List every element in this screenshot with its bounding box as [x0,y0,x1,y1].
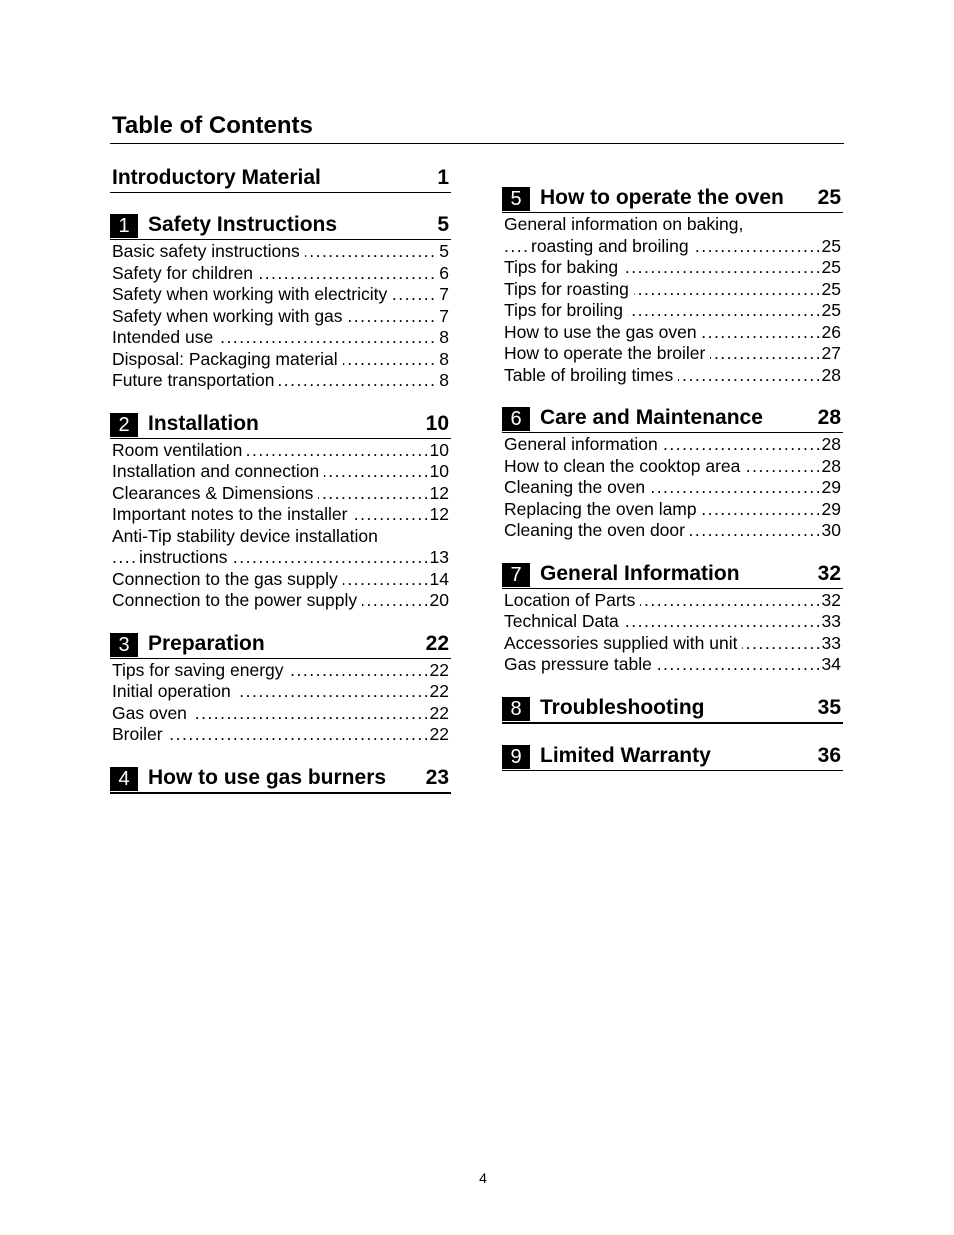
toc-entry-continued[interactable] [110,547,451,569]
entry-page: 12 [427,483,449,505]
section-number-badge: 8 [502,697,530,721]
toc-section-gas-burners [110,764,451,794]
section-title: Troubleshooting [540,695,705,719]
entry-label: How to clean the cooktop area [504,456,745,478]
section-number-badge: 2 [110,413,138,437]
toc-entry[interactable] [110,660,451,682]
entry-label: Location of Parts [504,590,640,612]
section-number-badge: 9 [502,745,530,769]
section-page: 5 [437,213,449,236]
entry-page: 8 [436,370,449,392]
section-page: 23 [425,765,449,789]
toc-entry[interactable] [502,434,843,456]
toc-section-introductory [110,164,451,193]
toc-section-oven [502,184,843,386]
section-heading[interactable] [502,404,843,433]
toc-entry[interactable] [110,461,451,483]
toc-right-column [502,184,843,789]
entry-page: 25 [819,279,841,301]
entry-label: Anti-Tip stability device installation [112,526,383,548]
toc-entry[interactable] [110,440,451,462]
entry-label: Safety when working with gas [112,306,348,328]
toc-entry[interactable] [110,349,451,371]
entry-page: 25 [819,257,841,279]
entry-label: roasting and broiling [531,236,694,258]
entry-page: 12 [427,504,449,526]
entry-label: Safety for children [112,263,258,285]
entry-label: Technical Data [504,611,624,633]
entry-label: Connection to the power supply [112,590,362,612]
section-page: 32 [817,561,841,585]
toc-entry[interactable] [502,611,843,633]
toc-entry[interactable] [110,370,451,392]
toc-entry[interactable] [110,504,451,526]
entry-label: Broiler [112,724,168,746]
entry-page: 33 [819,611,841,633]
entry-label: Connection to the gas supply [112,569,343,591]
section-heading[interactable] [110,164,451,193]
entry-label: Initial operation [112,681,236,703]
entry-label: Accessories supplied with unit [504,633,742,655]
entry-page: 22 [427,681,449,703]
entry-page: 25 [819,236,841,258]
entry-page: 8 [436,349,449,371]
entry-page: 30 [819,520,841,542]
toc-entry[interactable] [110,590,451,612]
entry-page: 6 [436,263,449,285]
toc-section-troubleshooting [502,694,843,724]
section-number-badge: 5 [502,187,530,211]
toc-entry[interactable] [110,306,451,328]
toc-entry[interactable] [502,633,843,655]
entry-page: 5 [436,241,449,263]
entry-label: Table of broiling times [504,365,678,387]
section-heading[interactable] [110,630,451,659]
toc-entry[interactable] [110,284,451,306]
section-heading[interactable] [502,184,843,213]
toc-entry[interactable] [110,703,451,725]
entry-label: Disposal: Packaging material [112,349,343,371]
entry-page: 25 [819,300,841,322]
toc-entry[interactable] [502,279,843,301]
entry-label: Tips for saving energy [112,660,289,682]
toc-section-preparation [110,630,451,746]
entry-label: Gas oven [112,703,192,725]
entry-page: 28 [819,365,841,387]
entry-page: 26 [819,322,841,344]
section-page: 10 [425,411,449,435]
section-page: 35 [817,695,841,719]
toc-entry[interactable] [110,724,451,746]
entry-page: 29 [819,477,841,499]
entry-page: 7 [436,284,449,306]
toc-section-warranty [502,742,843,771]
section-number-badge: 7 [502,563,530,587]
toc-entry[interactable] [502,499,843,521]
toc-entry[interactable] [502,322,843,344]
section-heading[interactable] [502,560,843,589]
section-page: 25 [817,186,841,209]
entry-label: Cleaning the oven [504,477,650,499]
toc-entry[interactable] [502,365,843,387]
section-title: Preparation [148,631,265,655]
toc-entry[interactable] [502,456,843,478]
section-heading[interactable] [502,694,843,724]
section-page: 1 [437,166,449,189]
entry-page: 29 [819,499,841,521]
entry-page: 27 [819,343,841,365]
toc-entry[interactable] [502,590,843,612]
toc-entry[interactable] [502,214,843,236]
entry-page: 20 [427,590,449,612]
entry-label: Room ventilation [112,440,247,462]
toc-section-installation [110,410,451,612]
entry-page: 34 [819,654,841,676]
entry-page: 10 [427,440,449,462]
entry-page: 22 [427,660,449,682]
entry-label: Replacing the oven lamp [504,499,702,521]
toc-entry[interactable] [502,477,843,499]
toc-entry[interactable] [502,520,843,542]
section-title: Limited Warranty [540,743,711,767]
toc-entry[interactable] [110,263,451,285]
section-heading[interactable] [502,742,843,771]
toc-entry[interactable] [110,327,451,349]
section-title: Installation [148,411,259,435]
section-number-badge: 1 [110,214,138,238]
entry-label: Future transportation [112,370,279,392]
toc-entry[interactable] [502,343,843,365]
entry-label: instructions [139,547,233,569]
toc-entry[interactable] [110,526,451,548]
toc-entry[interactable] [110,569,451,591]
entry-label: Tips for broiling [504,300,628,322]
section-title: General Information [540,561,740,585]
entry-page: 14 [427,569,449,591]
entry-label: Cleaning the oven door [504,520,690,542]
entry-label: General information [504,434,663,456]
title-divider [110,143,844,144]
section-heading[interactable] [110,764,451,794]
section-page: 28 [817,406,841,429]
entry-page: 22 [427,703,449,725]
entry-label: General information on baking, [504,214,748,236]
toc-entry-continued[interactable] [502,236,843,258]
section-number-badge: 3 [110,633,138,657]
entry-page: 28 [819,456,841,478]
entry-label: Safety when working with electricity [112,284,392,306]
entry-label: Installation and connection [112,461,324,483]
entry-label: Intended use [112,327,218,349]
page-title: Table of Contents [112,112,313,139]
section-title: Introductory Material [112,166,321,189]
section-page: 36 [817,743,841,767]
toc-entry[interactable] [110,483,451,505]
section-heading[interactable] [110,410,451,439]
page-number: 4 [479,1170,487,1186]
entry-label: Tips for roasting [504,279,634,301]
toc-section-general-info [502,560,843,676]
section-page: 22 [425,631,449,655]
toc-section-care [502,404,843,542]
entry-label: How to operate the broiler [504,343,710,365]
entry-page: 32 [819,590,841,612]
entry-label: How to use the gas oven [504,322,702,344]
toc-entry[interactable] [502,300,843,322]
toc-entry[interactable] [110,241,451,263]
section-heading[interactable] [110,211,451,240]
entry-label: Gas pressure table [504,654,657,676]
entry-label: Tips for baking [504,257,623,279]
entry-label: Clearances & Dimensions [112,483,318,505]
entry-page: 10 [427,461,449,483]
entry-label: Basic safety instructions [112,241,305,263]
toc-left-column [110,164,451,812]
toc-section-safety [110,211,451,392]
section-number-badge: 6 [502,407,530,431]
section-number-badge: 4 [110,767,138,791]
entry-page: 22 [427,724,449,746]
entry-label: Important notes to the installer [112,504,352,526]
entry-page: 13 [427,547,449,569]
toc-entry[interactable] [502,654,843,676]
section-title: Care and Maintenance [540,406,763,429]
toc-entry[interactable] [502,257,843,279]
entry-page: 33 [819,633,841,655]
entry-page: 8 [436,327,449,349]
toc-entry[interactable] [110,681,451,703]
section-title: How to operate the oven [540,186,784,209]
entry-page: 28 [819,434,841,456]
section-title: How to use gas burners [148,765,387,789]
entry-page: 7 [436,306,449,328]
section-title: Safety Instructions [148,213,338,236]
